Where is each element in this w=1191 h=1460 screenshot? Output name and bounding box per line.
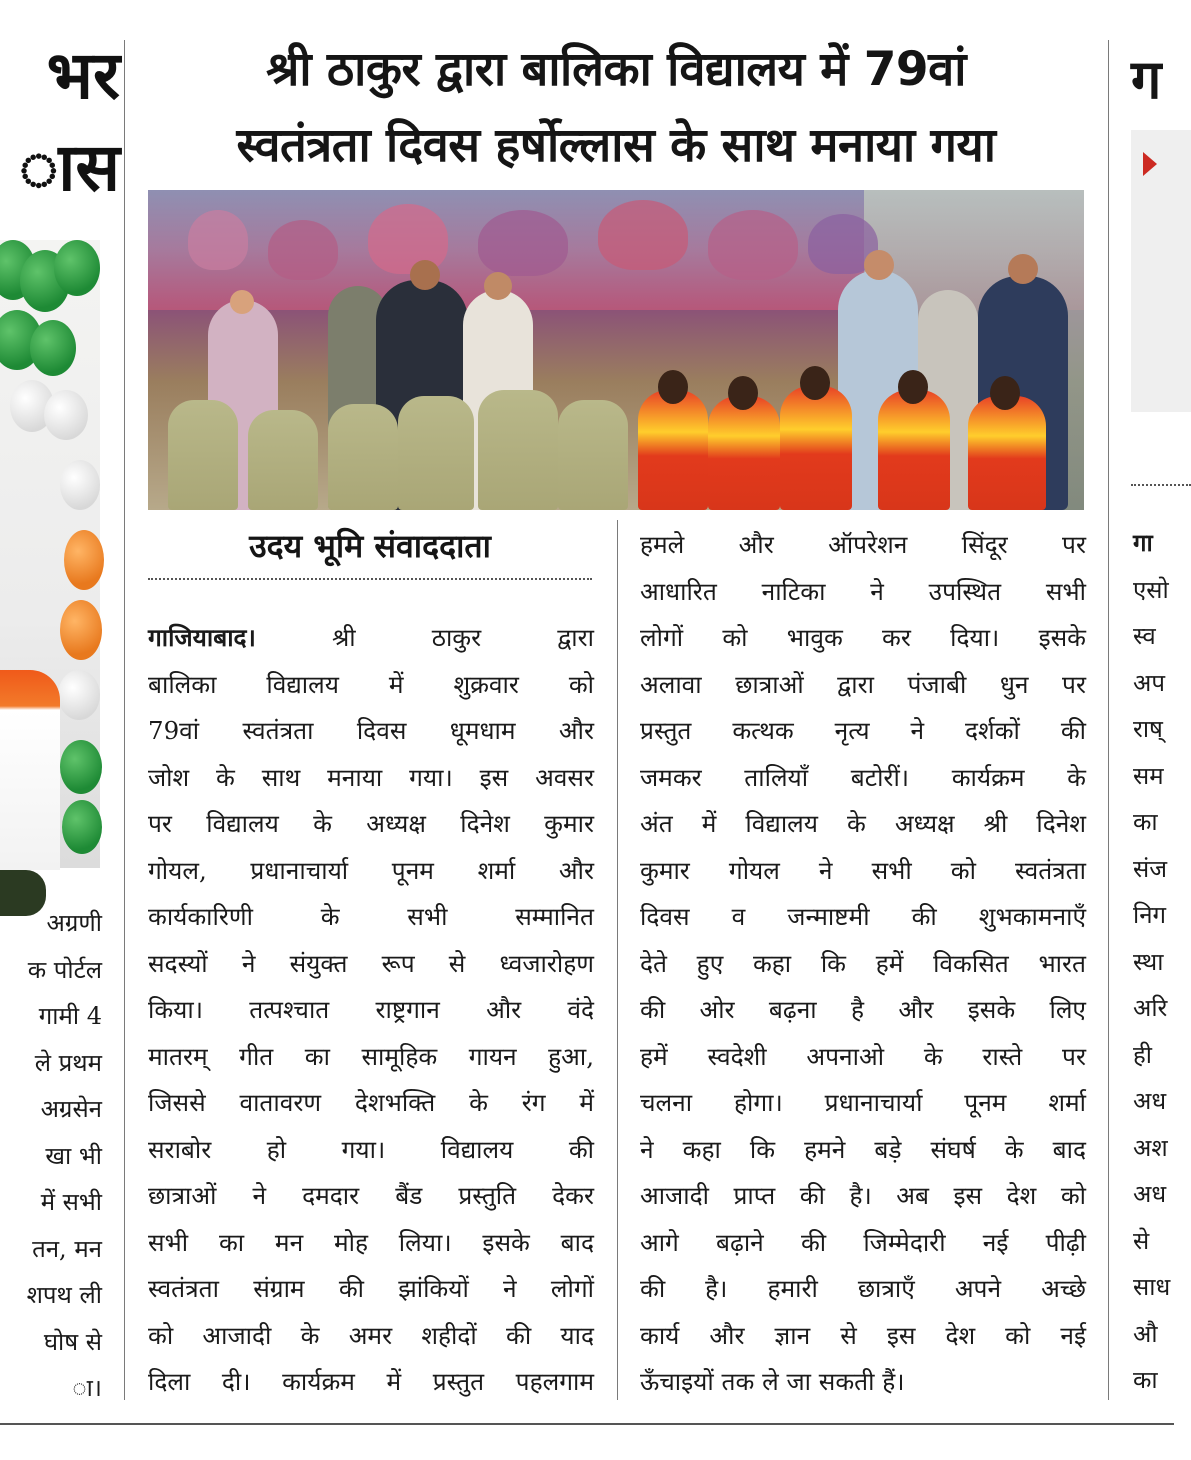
right-adjacent-article — [1113, 0, 1174, 1420]
right-text-line: एसो — [1133, 575, 1169, 604]
right-text-line: का — [1133, 1366, 1158, 1394]
right-text-line: गा — [1133, 529, 1153, 557]
left-text-line: खा भी — [45, 1141, 102, 1170]
right-text-line: साध — [1133, 1273, 1171, 1301]
body-line: को आजादी के अमर शहीदों की याद — [148, 1320, 594, 1350]
right-text-line: ही — [1133, 1040, 1152, 1069]
left-text-line: ले प्रथम — [34, 1048, 102, 1077]
left-text-line: में सभी — [40, 1188, 102, 1216]
left-article-headline — [0, 30, 120, 214]
body-line: बालिका विद्यालय में शुक्रवार को — [148, 669, 594, 699]
article-body-column-2 — [640, 522, 1086, 1406]
left-photo-person — [0, 670, 60, 870]
right-divider — [1131, 484, 1191, 486]
body-line: ने कहा कि हमने बड़े संघर्ष के बाद — [640, 1134, 1086, 1164]
right-text-line: औ — [1133, 1319, 1158, 1348]
left-text-line: तन, मन — [32, 1234, 102, 1263]
column-divider-right — [1108, 40, 1109, 1400]
body-line: प्रस्तुत कत्थक नृत्य ने दर्शकों की — [640, 716, 1086, 745]
column-divider-middle — [617, 520, 618, 1400]
left-article-photo — [0, 240, 100, 868]
left-text-line: अग्रसेन — [40, 1095, 102, 1123]
body-line: गोयल, प्रधानाचार्या पूनम शर्मा और — [148, 855, 594, 885]
body-line: कार्यकारिणी के सभी सम्मानित — [148, 902, 594, 931]
right-article-body — [1133, 520, 1170, 1404]
body-line: सराबोर हो गया। विद्यालय की — [148, 1134, 594, 1164]
right-highlight-box — [1131, 130, 1191, 412]
page-bottom-rule — [0, 1423, 1174, 1425]
body-line: जमकर तालियाँ बटोरीं। कार्यक्रम के — [640, 762, 1086, 792]
left-text-line: घोष से — [43, 1327, 102, 1356]
headline-line: श्री ठाकुर द्वारा बालिका विद्यालय में 79वां — [266, 42, 966, 97]
right-text-line: संज — [1133, 854, 1168, 883]
left-adjacent-article — [0, 0, 120, 1420]
body-line: सभी का मन मोह लिया। इसके बाद — [148, 1227, 594, 1257]
body-line: लोगों को भावुक कर दिया। इसके — [640, 623, 1086, 652]
right-text-line: स्व — [1133, 622, 1156, 650]
body-line: हमें स्वदेशी अपनाओ के रास्ते पर — [640, 1041, 1086, 1071]
body-line — [148, 615, 594, 662]
byline-divider — [148, 578, 592, 580]
body-line: की ओर बढ़ना है और इसके लिए — [640, 995, 1086, 1024]
body-line: छात्राओं ने दमदार बैंड प्रस्तुति देकर — [148, 1181, 594, 1210]
right-text-line: से — [1133, 1226, 1150, 1255]
right-text-line: सम — [1133, 761, 1164, 790]
article-body-column-1 — [148, 615, 594, 1406]
body-line: जिससे वातावरण देशभक्ति के रंग में — [148, 1088, 594, 1117]
body-line: कुमार गोयल ने सभी को स्वतंत्रता — [640, 855, 1086, 885]
left-headline-line: ास — [19, 129, 120, 206]
body-line: ऊँचाइयों तक ले जा सकती हैं। — [640, 1367, 905, 1396]
triangle-bullet-icon — [1143, 152, 1157, 176]
body-line: की है। हमारी छात्राएँ अपने अच्छे — [640, 1274, 1086, 1303]
body-line-text: श्री ठाकुर द्वारा — [331, 623, 594, 652]
body-line: कार्य और ज्ञान से इस देश को नई — [640, 1320, 1086, 1350]
byline: उदय भूमि संवाददाता — [249, 527, 491, 565]
body-line: देते हुए कहा कि हमें विकसित भारत — [640, 948, 1086, 978]
right-text-line: अप — [1133, 668, 1165, 697]
body-line: मातरम् गीत का सामूहिक गायन हुआ, — [148, 1041, 594, 1071]
body-line: 79वां स्वतंत्रता दिवस धूमधाम और — [148, 716, 594, 745]
body-line: दिवस व जन्माष्टमी की शुभकामनाएँ — [640, 902, 1086, 931]
right-text-line: अध — [1133, 1087, 1167, 1115]
article-photo — [148, 190, 1084, 510]
body-line: आजादी प्राप्त की है। अब इस देश को — [640, 1181, 1086, 1210]
right-text-line: अश — [1133, 1133, 1168, 1162]
body-line: किया। तत्पश्चात राष्ट्रगान और वंदे — [148, 995, 594, 1024]
column-divider-left — [124, 40, 125, 1400]
body-line: हमले और ऑपरेशन सिंदूर पर — [640, 530, 1086, 559]
body-line: अलावा छात्राओं द्वारा पंजाबी धुन पर — [640, 669, 1086, 699]
right-text-line: अरि — [1133, 994, 1168, 1022]
right-article-headline: ग — [1131, 48, 1162, 111]
body-line: स्वतंत्रता संग्राम की झांकियों ने लोगों — [148, 1274, 594, 1303]
dateline: गाजियाबाद। — [148, 623, 256, 652]
left-text-line: गामी 4 — [38, 1002, 102, 1030]
right-text-line: अध — [1133, 1180, 1167, 1208]
body-line: आधारित नाटिका ने उपस्थित सभी — [640, 576, 1086, 606]
body-line: अंत में विद्यालय के अध्यक्ष श्री दिनेश — [640, 809, 1086, 838]
left-text-line: शपथ ली — [26, 1281, 102, 1309]
left-text-line: क पोर्टल — [27, 955, 102, 984]
right-text-line: राष् — [1133, 715, 1163, 743]
headline-line: स्वतंत्रता दिवस हर्षोल्लास के साथ मनाया गया — [236, 118, 996, 173]
right-text-line: का — [1133, 808, 1158, 836]
body-line: जोश के साथ मनाया गया। इस अवसर — [148, 762, 594, 792]
left-headline-line: भर — [46, 37, 120, 114]
body-line: सदस्यों ने संयुक्त रूप से ध्वजारोहण — [148, 948, 594, 978]
right-text-line: स्था — [1133, 947, 1164, 976]
left-article-body — [0, 900, 102, 1412]
right-text-line: निग — [1133, 901, 1167, 929]
body-line: दिला दी। कार्यक्रम में प्रस्तुत पहलगाम — [148, 1367, 594, 1396]
left-text-line: ा। — [72, 1374, 102, 1402]
body-line: आगे बढ़ाने की जिम्मेदारी नई पीढ़ी — [640, 1227, 1086, 1257]
body-line: पर विद्यालय के अध्यक्ष दिनेश कुमार — [148, 809, 594, 838]
body-line: चलना होगा। प्रधानाचार्या पूनम शर्मा — [640, 1088, 1086, 1117]
left-text-line: अग्रणी — [46, 909, 102, 937]
article-headline — [128, 32, 1104, 184]
